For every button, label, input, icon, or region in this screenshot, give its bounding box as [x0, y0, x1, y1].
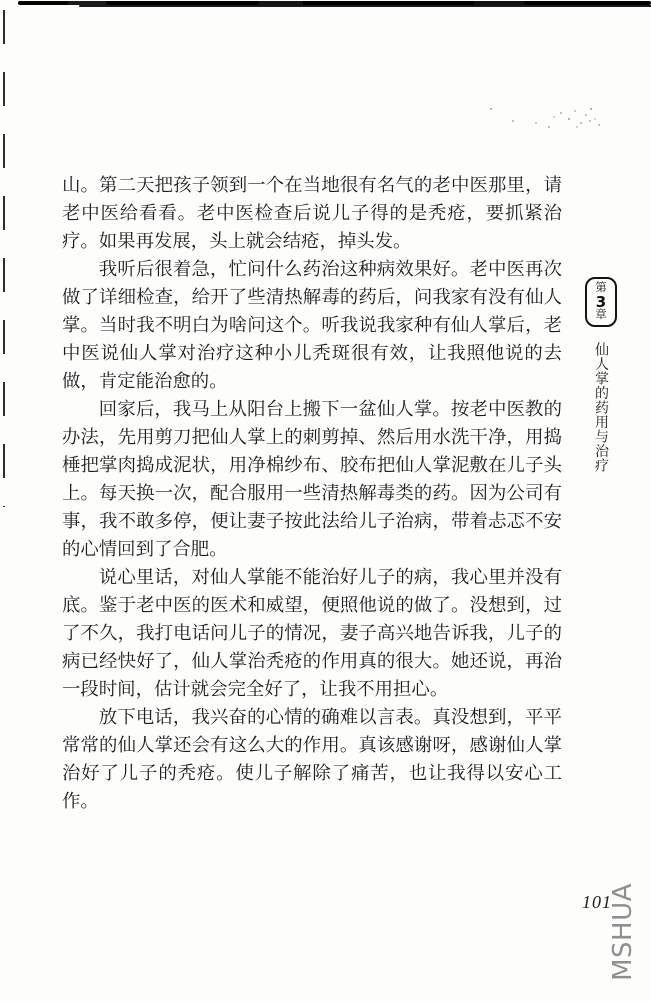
- chapter-prefix-label: 第: [595, 281, 607, 294]
- paragraph: 回家后，我马上从阳台上搬下一盆仙人掌。按老中医教的办法，先用剪刀把仙人掌上的刺剪掉、然后用水洗干净，用捣棰把掌肉捣成泥状，用净棉纱布、胶布把仙人掌泥敷在儿子头上。每天换一次，配合服用一些清热解毒类的药。因为公司有事，我不敢多停，便让妻子按此法给儿子治病，带着忐忑不安的心情回到了合肥。: [62, 399, 562, 559]
- paragraph: 我听后很着急，忙问什么药治这种病效果好。老中医再次做了详细检查，给开了些清热解毒的药后，问我家有没有仙人掌。当时我不明白为啥问这个。听我说我家种有仙人掌后，老中医说仙人掌对治疗这种小儿秃斑很有效，让我照他说的去做，肯定能治愈的。: [62, 259, 562, 391]
- scan-artifact-top-edge: [18, 1, 651, 5]
- chapter-suffix-label: 章: [595, 308, 607, 321]
- page-number: 101: [582, 892, 612, 912]
- paragraph-continuation: 山。第二天把孩子领到一个在当地很有名气的老中医那里，请老中医给看看。老中医检查后说儿子得的是秃疮，要抓紧治疗。如果再发展，头上就会结疮，掉头发。: [62, 175, 562, 251]
- paragraph: 放下电话，我兴奋的心情的确难以言表。真没想到，平平常常的仙人掌还会有这么大的作用。真该感谢呀，感谢仙人掌治好了儿子的秃疮。使儿子解除了痛苦，也让我得以安心工作。: [62, 707, 562, 811]
- page-body: [62, 171, 562, 815]
- chapter-number-label: 3: [595, 292, 607, 311]
- scan-artifact-left-dashes: [3, 10, 5, 507]
- watermark-text: MSHUA: [608, 883, 638, 981]
- paragraph: 说心里话，对仙人掌能不能治好儿子的病，我心里并没有底。鉴于老中医的医术和威望，便照他说的做了。没想到，过了不久，我打电话问儿子的情况，妻子高兴地告诉我，儿子的病已经快好了，仙人掌治秃疮的作用真的很大。她还说，再治一段时间，估计就会完全好了，让我不用担心。: [62, 567, 562, 699]
- print-noise-speckles: [490, 108, 492, 110]
- chapter-title-vertical: 仙人掌的药用与治疗: [593, 342, 608, 473]
- chapter-number-badge: [585, 277, 617, 327]
